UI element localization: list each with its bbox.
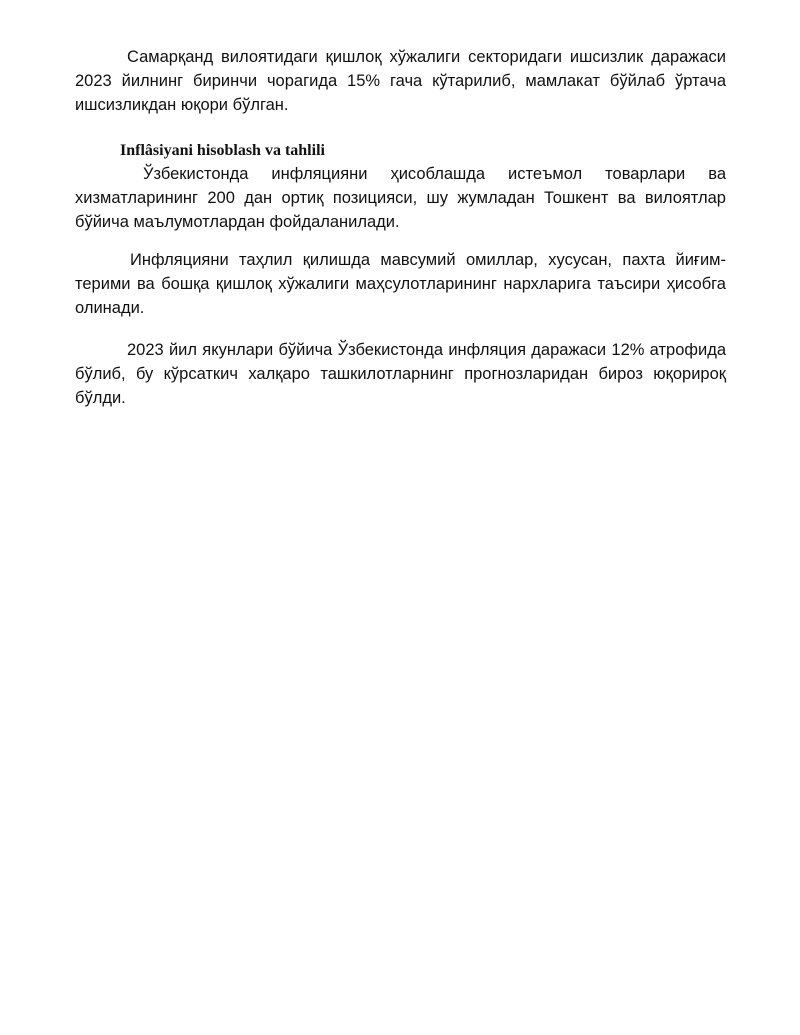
paragraph-inflation-result: 2023 йил якунлари бўйича Ўзбекистонда инфляция даражаси 12% атрофида бўлиб, бу кўрсаткич халқаро ташкилотларнинг прогнозларидан бироз юқорироқ бўлди.	[75, 341, 726, 407]
paragraph-seasonal-factors: Инфляцияни таҳлил қилишда мавсумий омиллар, хусусан, пахта йиғим-терими ва бошқа қишлоқ хўжалиги маҳсулотларининг нархларига таъсири ҳисобга олинади.	[75, 251, 726, 317]
section-heading: Inflâsiyani hisoblash va tahlili	[120, 142, 325, 159]
paragraph-unemployment: Самарқанд вилоятидаги қишлоқ хўжалиги секторидаги ишсизлик даражаси 2023 йилнинг биринчи чорагида 15% гача кўтарилиб, мамлакат бўйлаб ўртача ишсизликдан юқори бўлган.	[75, 48, 726, 114]
paragraph-inflation-calculation: Ўзбекистонда инфляцияни ҳисоблашда истеъмол товарлари ва хизматларининг 200 дан ортиқ позицияси, шу жумладан Тошкент ва вилоятлар бўйича маълумотлардан фойдаланилади.	[75, 165, 726, 231]
